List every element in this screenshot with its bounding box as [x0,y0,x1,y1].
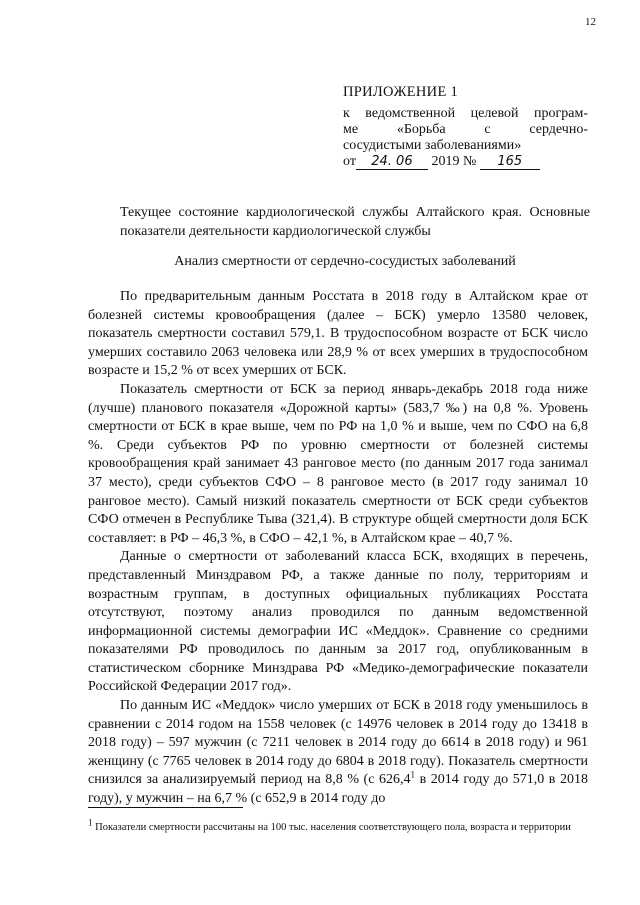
section-heading: Текущее состояние кардиологической службы Алтайского края. Основные показатели деятельности кардиологической службы [120,205,590,239]
appendix-block [343,84,588,170]
date-prefix: от [343,154,356,169]
appendix-date-line [343,154,588,170]
paragraph-4 [88,697,588,809]
subsection-heading: Анализ смертности от сердечно-сосудистых заболеваний [174,254,516,269]
appendix-title: ПРИЛОЖЕНИЕ 1 [343,84,459,100]
appendix-line-2: ме «Борьба с сердечно- [343,122,588,137]
body-text [88,288,588,809]
paragraph-1: По предварительным данным Росстата в 2018 году в Алтайском крае от болезней системы кровообращения (далее – БСК) умерло 13580 человек, показатель смертности составил 579,1. В трудоспособном возрасте от БСК число умерших составило 2063 человека или 28,9 % от всех умерших в трудоспособном возрасте и 15,2 % от всех умерших от БСК. [88,289,588,379]
appendix-line-1: к ведомственной целевой програм- [343,106,588,121]
handwritten-number: 165 [480,155,540,170]
footnote-divider [88,807,243,808]
appendix-line-3: сосудистыми заболеваниями» [343,138,522,153]
footnote-text: Показатели смертности рассчитаны на 100 тыс. населения соответствующего пола, возраста и территории [92,822,571,833]
paragraph-4-text-a: По данным ИС «Меддок» число умерших от БСК в 2018 году уменьшилось в сравнении с 2014 годом на 1558 человек (с 14976 человек в 2014 году до 13418 в 2018 году) – 597 мужчин (с 7211 человек в 2014 году до 6614 в 2018 году) и 961 женщину (с 7765 человек в 2014 году до 6804 в 2018 году). Показатель смертности снизился за анализируемый период на 8,8 % (с 626,4 [88,698,588,788]
paragraph-2: Показатель смертности от БСК за период январь-декабрь 2018 года ниже (лучше) планового показателя «Дорожной карты» (583,7 ‰) на 0,8 %. Уровень смертности от БСК в крае выше, чем по РФ на 1,0 % и выше, чем по СФО на 6,8 %. Среди субъектов РФ по уровню смертности от болезней системы кровообращения край занимает 43 ранговое место (по данным 2017 года занимал 37 место), среди субъектов СФО – 8 ранговое место (в 2017 году занимал 10 ранговое место). Самый низкий показатель смертности от БСК среди субъектов СФО отмечен в Республике Тыва (321,4). В структуре общей смертности доля БСК составляет: в РФ – 46,3 %, в СФО – 42,1 %, в Алтайском крае – 40,7 %. [88,381,588,546]
appendix-year: 2019 № [431,154,477,169]
handwritten-date: 24. 06 [356,155,428,170]
paragraph-3: Данные о смертности от заболеваний класса БСК, входящих в перечень, представленный Минздравом РФ, а также данные по полу, территориям и возрастным группам, в доступных официальных публикациях Росстата отсутствуют, поэтому анализ проводился по данным ведомственной информационной системы демографии ИС «Меддок». Сравнение со средними показателями РФ проводилось по данным за 2017 год, опубликованным в статистическом сборнике Минздрава РФ «Медико-демографические показатели Российской Федерации 2017 год». [88,549,588,695]
footnote-reference: 1 [410,769,416,780]
footnote [88,818,588,838]
page-number: 12 [585,16,596,28]
paragraph-4-text-b: в 2014 году до 571,0 в 2018 году), у мужчин – на 6,7 % (с 652,9 в 2014 году до [88,772,588,807]
footnote-marker: 1 [88,817,93,828]
